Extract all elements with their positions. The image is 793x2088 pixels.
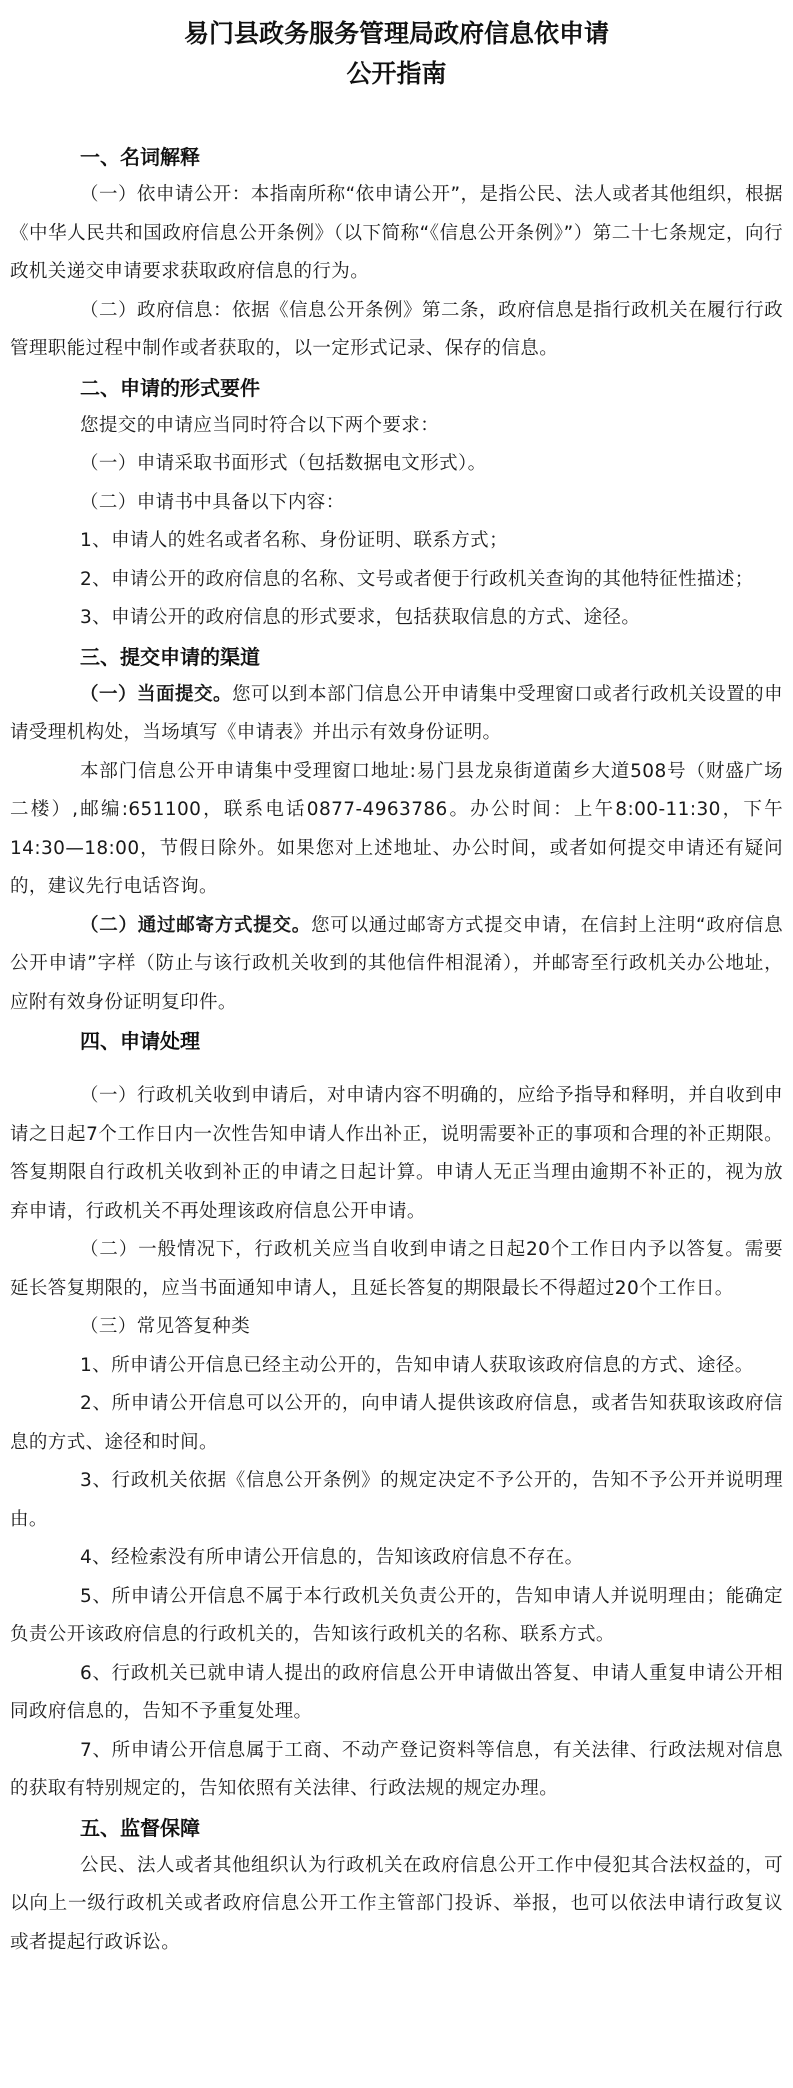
title-line-2: 公开指南 [346, 59, 447, 88]
list-item: （二）申请书中具备以下内容： [80, 491, 345, 513]
section-supervision [10, 1809, 783, 1963]
section-heading: 五、监督保障 [80, 1815, 200, 1840]
list-item: 2、所申请公开信息可以公开的，向申请人提供该政府信息，或者告知获取该政府信息的方式、途径和时间。 [10, 1393, 783, 1453]
section-submission-channels [10, 638, 783, 1023]
list-item: 3、行政机关依据《信息公开条例》的规定决定不予公开的，告知不予公开并说明理由。 [10, 1470, 783, 1530]
list-item: 1、申请人的姓名或者名称、身份证明、联系方式； [80, 530, 508, 551]
paragraph: （一）依申请公开：本指南所称“依申请公开”，是指公民、法人或者其他组织，根据《中华人民共和国政府信息公开条例》（以下简称“《信息公开条例》”）第二十七条规定，向行政机关递交申请要求获取政府信息的行为。 [10, 184, 783, 282]
section-heading: 四、申请处理 [80, 1029, 200, 1053]
section-definitions [10, 138, 783, 369]
section-heading: 一、名词解释 [80, 145, 200, 169]
list-item: 7、所申请公开信息属于工商、不动产登记资料等信息，有关法律、行政法规对信息的获取有特别规定的，告知依照有关法律、行政法规的规定办理。 [10, 1739, 783, 1799]
paragraph: （一）行政机关收到申请后，对申请内容不明确的，应给予指导和释明，并自收到申请之日起7个工作日内一次性告知申请人作出补正，说明需要补正的事项和合理的补正期限。答复期限自行政机关收到补正的申请之日起计算。申请人无正当理由逾期不补正的，视为放弃申请，行政机关不再处理该政府信息公开申请。 [10, 1085, 783, 1222]
title-line-1: 易门县政务服务管理局政府信息依申请 [183, 19, 609, 48]
paragraph: （二）政府信息：依据《信息公开条例》第二条，政府信息是指行政机关在履行行政管理职能过程中制作或者获取的，以一定形式记录、保存的信息。 [10, 299, 783, 359]
list-item: 6、行政机关已就申请人提出的政府信息公开申请做出答复、申请人重复申请公开相同政府信息的，告知不予重复处理。 [10, 1662, 783, 1722]
list-item: 1、所申请公开信息已经主动公开的，告知申请人获取该政府信息的方式、途径。 [80, 1354, 754, 1376]
section-heading: 三、提交申请的渠道 [80, 644, 260, 669]
paragraph: 您提交的申请应当同时符合以下两个要求： [80, 414, 440, 436]
list-item: 2、申请公开的政府信息的名称、文号或者便于行政机关查询的其他特征性描述； [80, 568, 754, 590]
document-title [10, 14, 783, 94]
section-form-requirements [10, 369, 783, 638]
section-heading: 二、申请的形式要件 [80, 375, 260, 400]
list-item: （一）申请采取书面形式（包括数据电文形式）。 [80, 453, 487, 474]
list-item: 3、申请公开的政府信息的形式要求，包括获取信息的方式、途径。 [80, 607, 641, 628]
paragraph [10, 676, 783, 753]
paragraph-lead: （一）当面提交。 [80, 683, 233, 705]
list-item: 4、经检索没有所申请公开信息的，告知该政府信息不存在。 [80, 1547, 584, 1568]
list-item: 5、所申请公开信息不属于本行政机关负责公开的，告知申请人并说明理由；能确定负责公开该政府信息的行政机关的，告知该行政机关的名称、联系方式。 [10, 1585, 783, 1645]
paragraph: （三）常见答复种类 [80, 1316, 251, 1337]
paragraph: （二）一般情况下，行政机关应当自收到申请之日起20个工作日内予以答复。需要延长答复期限的，应当书面通知申请人，且延长答复的期限最长不得超过20个工作日。 [10, 1239, 783, 1299]
section-processing [10, 1022, 783, 1809]
paragraph-text: 您可以到本部门信息公开申请集中受理窗口或者行政机关设置的申请受理机构处，当场填写《申请表》并出示有效身份证明。 [10, 683, 784, 743]
paragraph [10, 907, 783, 1023]
paragraph: 本部门信息公开申请集中受理窗口地址:易门县龙泉街道菌乡大道508号（财盛广场二楼）,邮编:651100，联系电话0877-4963786。办公时间：上午8:00-11:30，下午14:30—18:00，节假日除外。如果您对上述地址、办公时间，或者如何提交申请还有疑问的，建议先行电话咨询。 [10, 760, 783, 897]
paragraph: 公民、法人或者其他组织认为行政机关在政府信息公开工作中侵犯其合法权益的，可以向上一级行政机关或者政府信息公开工作主管部门投诉、举报，也可以依法申请行政复议或者提起行政诉讼。 [10, 1854, 783, 1953]
paragraph-text: 您可以通过邮寄方式提交申请，在信封上注明“政府信息公开申请”字样（防止与该行政机关收到的其他信件相混淆），并邮寄至行政机关办公地址，应附有效身份证明复印件。 [10, 914, 783, 1013]
paragraph-lead: （二）通过邮寄方式提交。 [80, 914, 311, 936]
